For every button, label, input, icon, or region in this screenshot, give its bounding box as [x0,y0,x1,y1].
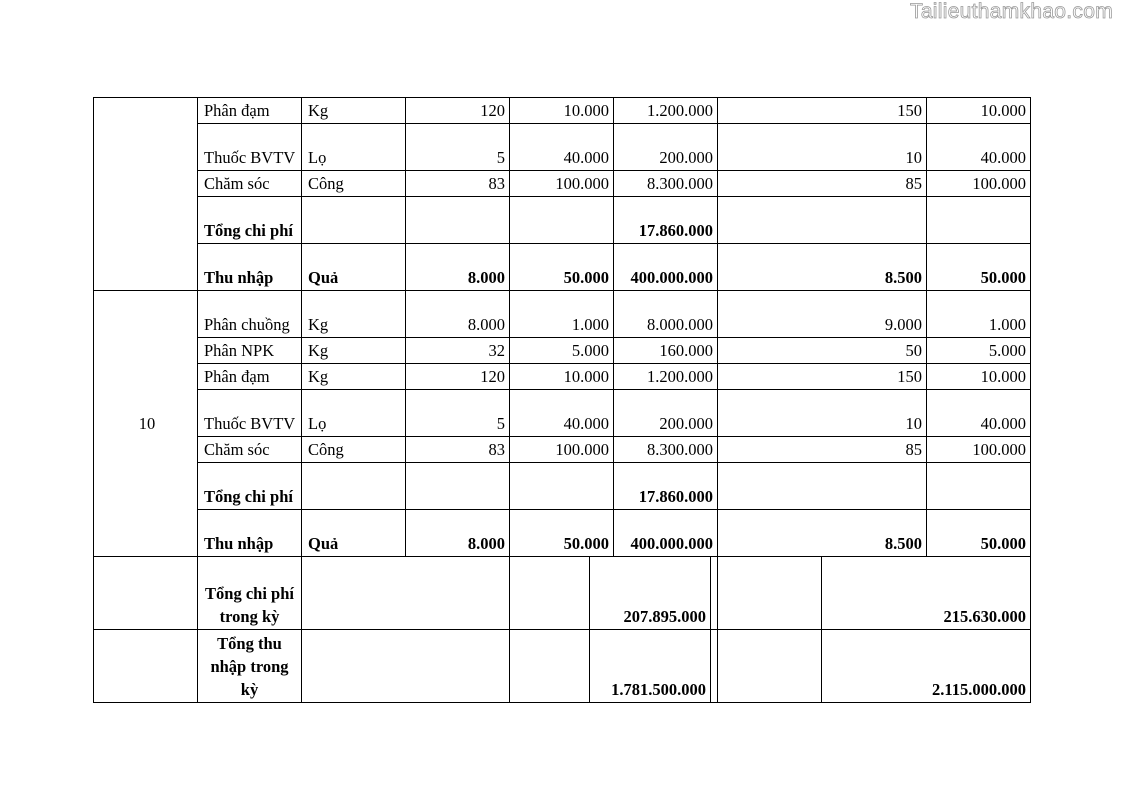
price-cell: 5.000 [927,338,1031,364]
price-cell: 100.000 [510,171,614,197]
unit-cell: Lọ [302,390,406,437]
income-label: Thu nhập [198,510,302,557]
quantity-cell: 32 [406,338,510,364]
quantity-cell: 150 [718,98,927,124]
income-label: Thu nhập [198,244,302,291]
table-row [94,291,1031,338]
quantity-cell: 8.000 [406,291,510,338]
income-price: 50.000 [510,244,614,291]
price-cell: 5.000 [510,338,614,364]
unit-cell: Kg [302,364,406,390]
price-cell: 40.000 [927,124,1031,171]
table-row [94,390,1031,437]
amount-cell: 200.000 [614,390,718,437]
quantity-cell: 85 [718,171,927,197]
unit-cell: Công [302,171,406,197]
table-row [94,338,1031,364]
price-cell: 10.000 [510,364,614,390]
amount-cell: 160.000 [614,338,718,364]
total-cost-label: Tổng chi phí [198,197,302,244]
total-cost-amount: 17.860.000 [614,197,718,244]
total-cost-label: Tổng chi phí [198,463,302,510]
summary-total-cost-2: 215.630.000 [822,557,1031,630]
summary-total-income-1: 1.781.500.000 [590,630,711,703]
income-price: 50.000 [510,510,614,557]
price-cell: 40.000 [510,390,614,437]
quantity-cell: 150 [718,364,927,390]
amount-cell: 1.200.000 [614,98,718,124]
income-row [94,510,1031,557]
table-row [94,364,1031,390]
income-price: 50.000 [927,244,1031,291]
quantity-cell: 83 [406,171,510,197]
income-unit: Quả [302,510,406,557]
item-cell: Phân chuồng [198,291,302,338]
income-quantity: 8.500 [718,244,927,291]
amount-cell: 8.300.000 [614,437,718,463]
item-cell: Phân đạm [198,364,302,390]
quantity-cell: 9.000 [718,291,927,338]
watermark-text: Tailieuthamkhao.com [910,0,1113,23]
table-row [94,98,1031,124]
price-cell: 100.000 [927,171,1031,197]
summary-row [94,630,1031,703]
stt-cell: 10 [94,291,198,557]
amount-cell: 200.000 [614,124,718,171]
table-row [94,171,1031,197]
unit-cell: Kg [302,291,406,338]
total-cost-row [94,463,1031,510]
unit-cell: Công [302,437,406,463]
quantity-cell: 85 [718,437,927,463]
table-row [94,437,1031,463]
unit-cell: Kg [302,338,406,364]
quantity-cell: 120 [406,364,510,390]
price-cell: 1.000 [510,291,614,338]
summary-total-income-2: 2.115.000.000 [822,630,1031,703]
summary-label: Tổng chi phí trong kỳ [198,557,302,630]
item-cell: Chăm sóc [198,437,302,463]
total-cost-row [94,197,1031,244]
income-unit: Quả [302,244,406,291]
price-cell: 1.000 [927,291,1031,338]
income-price: 50.000 [927,510,1031,557]
price-cell: 100.000 [510,437,614,463]
quantity-cell: 120 [406,98,510,124]
unit-cell: Lọ [302,124,406,171]
quantity-cell: 50 [718,338,927,364]
item-cell: Phân đạm [198,98,302,124]
price-cell: 40.000 [510,124,614,171]
item-cell: Phân NPK [198,338,302,364]
item-cell: Chăm sóc [198,171,302,197]
summary-label: Tổng thu nhập trong kỳ [198,630,302,703]
stt-cell-empty [94,98,198,291]
income-quantity: 8.000 [406,244,510,291]
table-row [94,124,1031,171]
price-cell: 10.000 [510,98,614,124]
income-quantity: 8.000 [406,510,510,557]
quantity-cell: 10 [718,390,927,437]
price-cell: 10.000 [927,98,1031,124]
quantity-cell: 83 [406,437,510,463]
income-row [94,244,1031,291]
amount-cell: 1.200.000 [614,364,718,390]
price-cell: 100.000 [927,437,1031,463]
total-cost-amount: 17.860.000 [614,463,718,510]
summary-row [94,557,1031,630]
quantity-cell: 10 [718,124,927,171]
item-cell: Thuốc BVTV [198,390,302,437]
income-quantity: 8.500 [718,510,927,557]
unit-cell: Kg [302,98,406,124]
quantity-cell: 5 [406,390,510,437]
income-amount: 400.000.000 [614,244,718,291]
quantity-cell: 5 [406,124,510,171]
amount-cell: 8.300.000 [614,171,718,197]
price-cell: 10.000 [927,364,1031,390]
cost-income-table [93,97,1031,703]
price-cell: 40.000 [927,390,1031,437]
income-amount: 400.000.000 [614,510,718,557]
summary-total-cost-1: 207.895.000 [590,557,711,630]
item-cell: Thuốc BVTV [198,124,302,171]
amount-cell: 8.000.000 [614,291,718,338]
